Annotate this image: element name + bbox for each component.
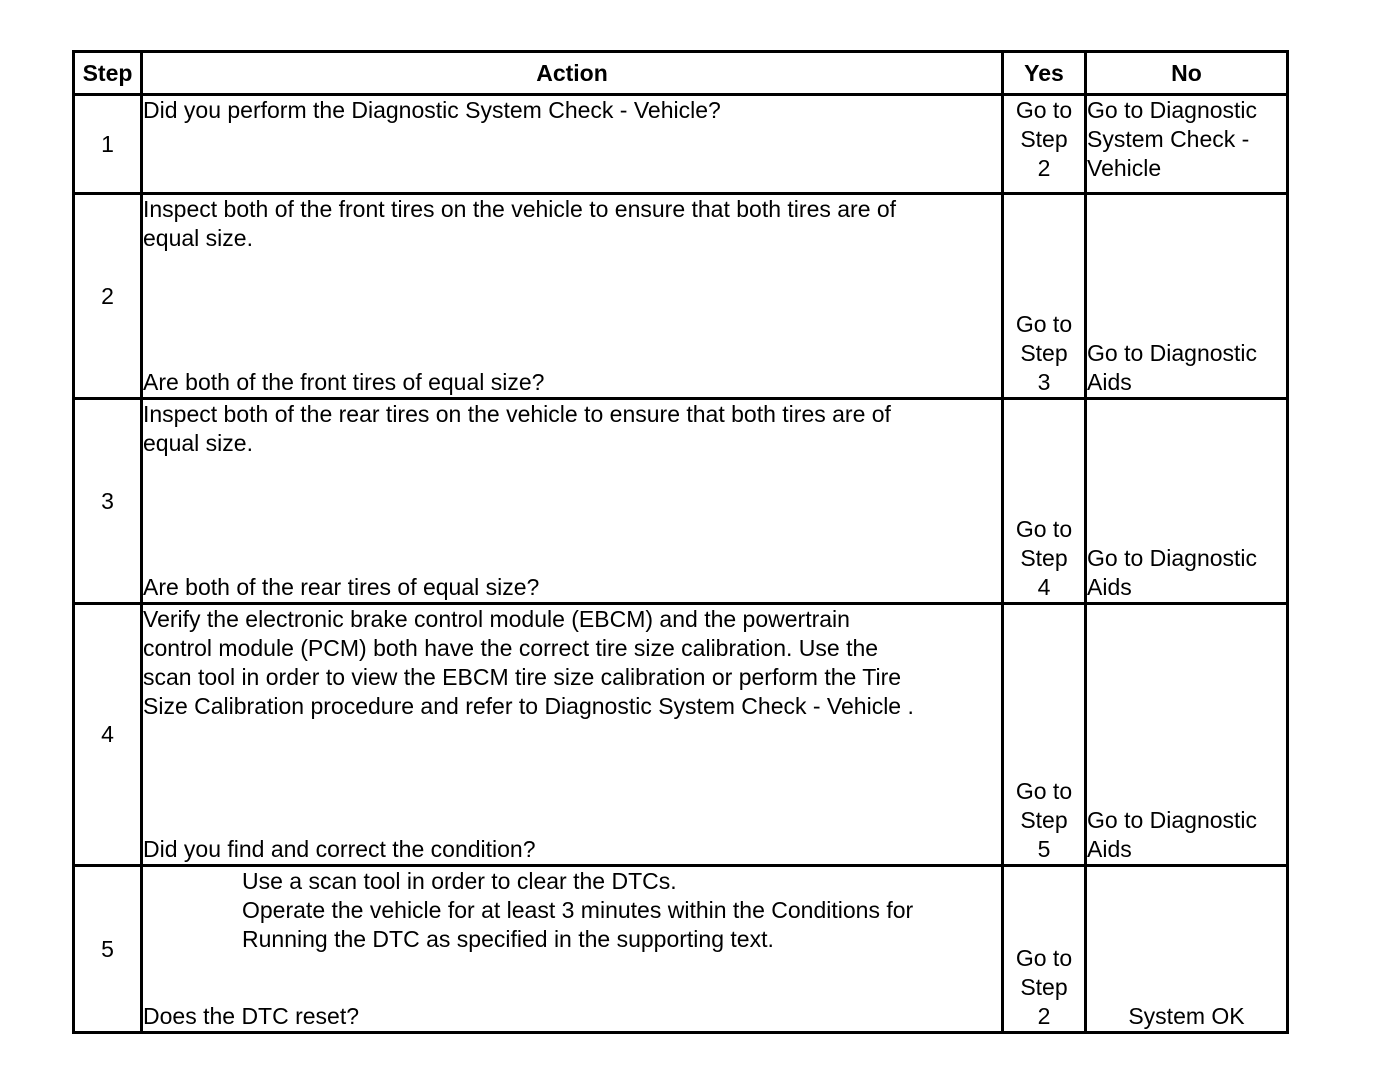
action-question: Did you perform the Diagnostic System Check - Vehicle? (143, 97, 721, 123)
action-instruction (143, 195, 1001, 253)
yes-cell (1003, 604, 1086, 866)
instruction-line: Size Calibration procedure and refer to Diagnostic System Check - Vehicle . (143, 693, 914, 719)
no-cell (1086, 95, 1288, 194)
instruction-line: Inspect both of the rear tires on the vehicle to ensure that both tires are of (143, 401, 891, 427)
action-question: Does the DTC reset? (143, 1003, 360, 1029)
no-cell (1086, 194, 1288, 399)
table-row (74, 866, 1288, 1033)
yes-cell (1003, 399, 1086, 604)
action-cell (142, 604, 1003, 866)
step-number: 1 (74, 95, 142, 194)
instruction-line: Verify the electronic brake control module (EBCM) and the powertrain (143, 606, 850, 632)
yes-line: Go to (1015, 311, 1073, 337)
yes-line: 2 (1037, 155, 1051, 181)
diagnostic-table (72, 50, 1289, 1034)
yes-line: Go to (1015, 516, 1073, 542)
yes-line: Step (1020, 126, 1068, 152)
no-line: System OK (1128, 1003, 1245, 1029)
action-question: Did you find and correct the condition? (143, 836, 536, 862)
no-cell (1086, 866, 1288, 1033)
action-cell (142, 194, 1003, 399)
yes-line: Step (1020, 974, 1068, 1000)
yes-cell (1003, 194, 1086, 399)
table-row (74, 194, 1288, 399)
no-line: Go to Diagnostic (1087, 545, 1258, 571)
no-cell (1086, 399, 1288, 604)
yes-line: Step (1020, 807, 1068, 833)
instruction-line: Operate the vehicle for at least 3 minutes within the Conditions for (242, 897, 914, 923)
step-number: 4 (74, 604, 142, 866)
yes-cell (1003, 866, 1086, 1033)
header-step: Step (74, 52, 142, 95)
yes-line: 4 (1037, 574, 1051, 600)
table-row (74, 604, 1288, 866)
table-row (74, 95, 1288, 194)
yes-line: 3 (1037, 369, 1051, 395)
yes-cell (1003, 95, 1086, 194)
action-question: Are both of the front tires of equal size? (143, 369, 545, 395)
action-cell (142, 95, 1003, 194)
step-number: 3 (74, 399, 142, 604)
yes-line: 5 (1037, 836, 1051, 862)
action-instruction (143, 605, 1001, 721)
no-line: Aids (1087, 836, 1132, 862)
header-row (74, 52, 1288, 95)
action-cell (142, 399, 1003, 604)
header-no: No (1086, 52, 1288, 95)
yes-line: Go to (1015, 97, 1073, 123)
action-question: Are both of the rear tires of equal size? (143, 574, 540, 600)
instruction-line: Inspect both of the front tires on the vehicle to ensure that both tires are of (143, 196, 897, 222)
instruction-line: Use a scan tool in order to clear the DTCs. (242, 868, 677, 894)
no-line: Aids (1087, 369, 1132, 395)
no-line: Go to Diagnostic (1087, 97, 1258, 123)
no-line: Go to Diagnostic (1087, 807, 1258, 833)
yes-line: Go to (1015, 778, 1073, 804)
no-cell (1086, 604, 1288, 866)
no-line: Aids (1087, 574, 1132, 600)
step-number: 2 (74, 194, 142, 399)
table-row (74, 399, 1288, 604)
action-instruction (143, 400, 1001, 458)
instruction-line: control module (PCM) both have the correct tire size calibration. Use the (143, 635, 879, 661)
step-number: 5 (74, 866, 142, 1033)
action-cell (142, 866, 1003, 1033)
no-line: Go to Diagnostic (1087, 340, 1258, 366)
no-line: System Check - (1087, 126, 1250, 152)
instruction-line: equal size. (143, 225, 253, 251)
yes-line: Go to (1015, 945, 1073, 971)
instruction-line: scan tool in order to view the EBCM tire size calibration or perform the Tire (143, 664, 902, 690)
yes-line: Step (1020, 545, 1068, 571)
instruction-line: equal size. (143, 430, 253, 456)
no-line: Vehicle (1087, 155, 1162, 181)
action-instruction (143, 867, 1001, 954)
yes-line: 2 (1037, 1003, 1051, 1029)
header-yes: Yes (1003, 52, 1086, 95)
yes-line: Step (1020, 340, 1068, 366)
header-action: Action (142, 52, 1003, 95)
instruction-line: Running the DTC as specified in the supporting text. (242, 926, 774, 952)
